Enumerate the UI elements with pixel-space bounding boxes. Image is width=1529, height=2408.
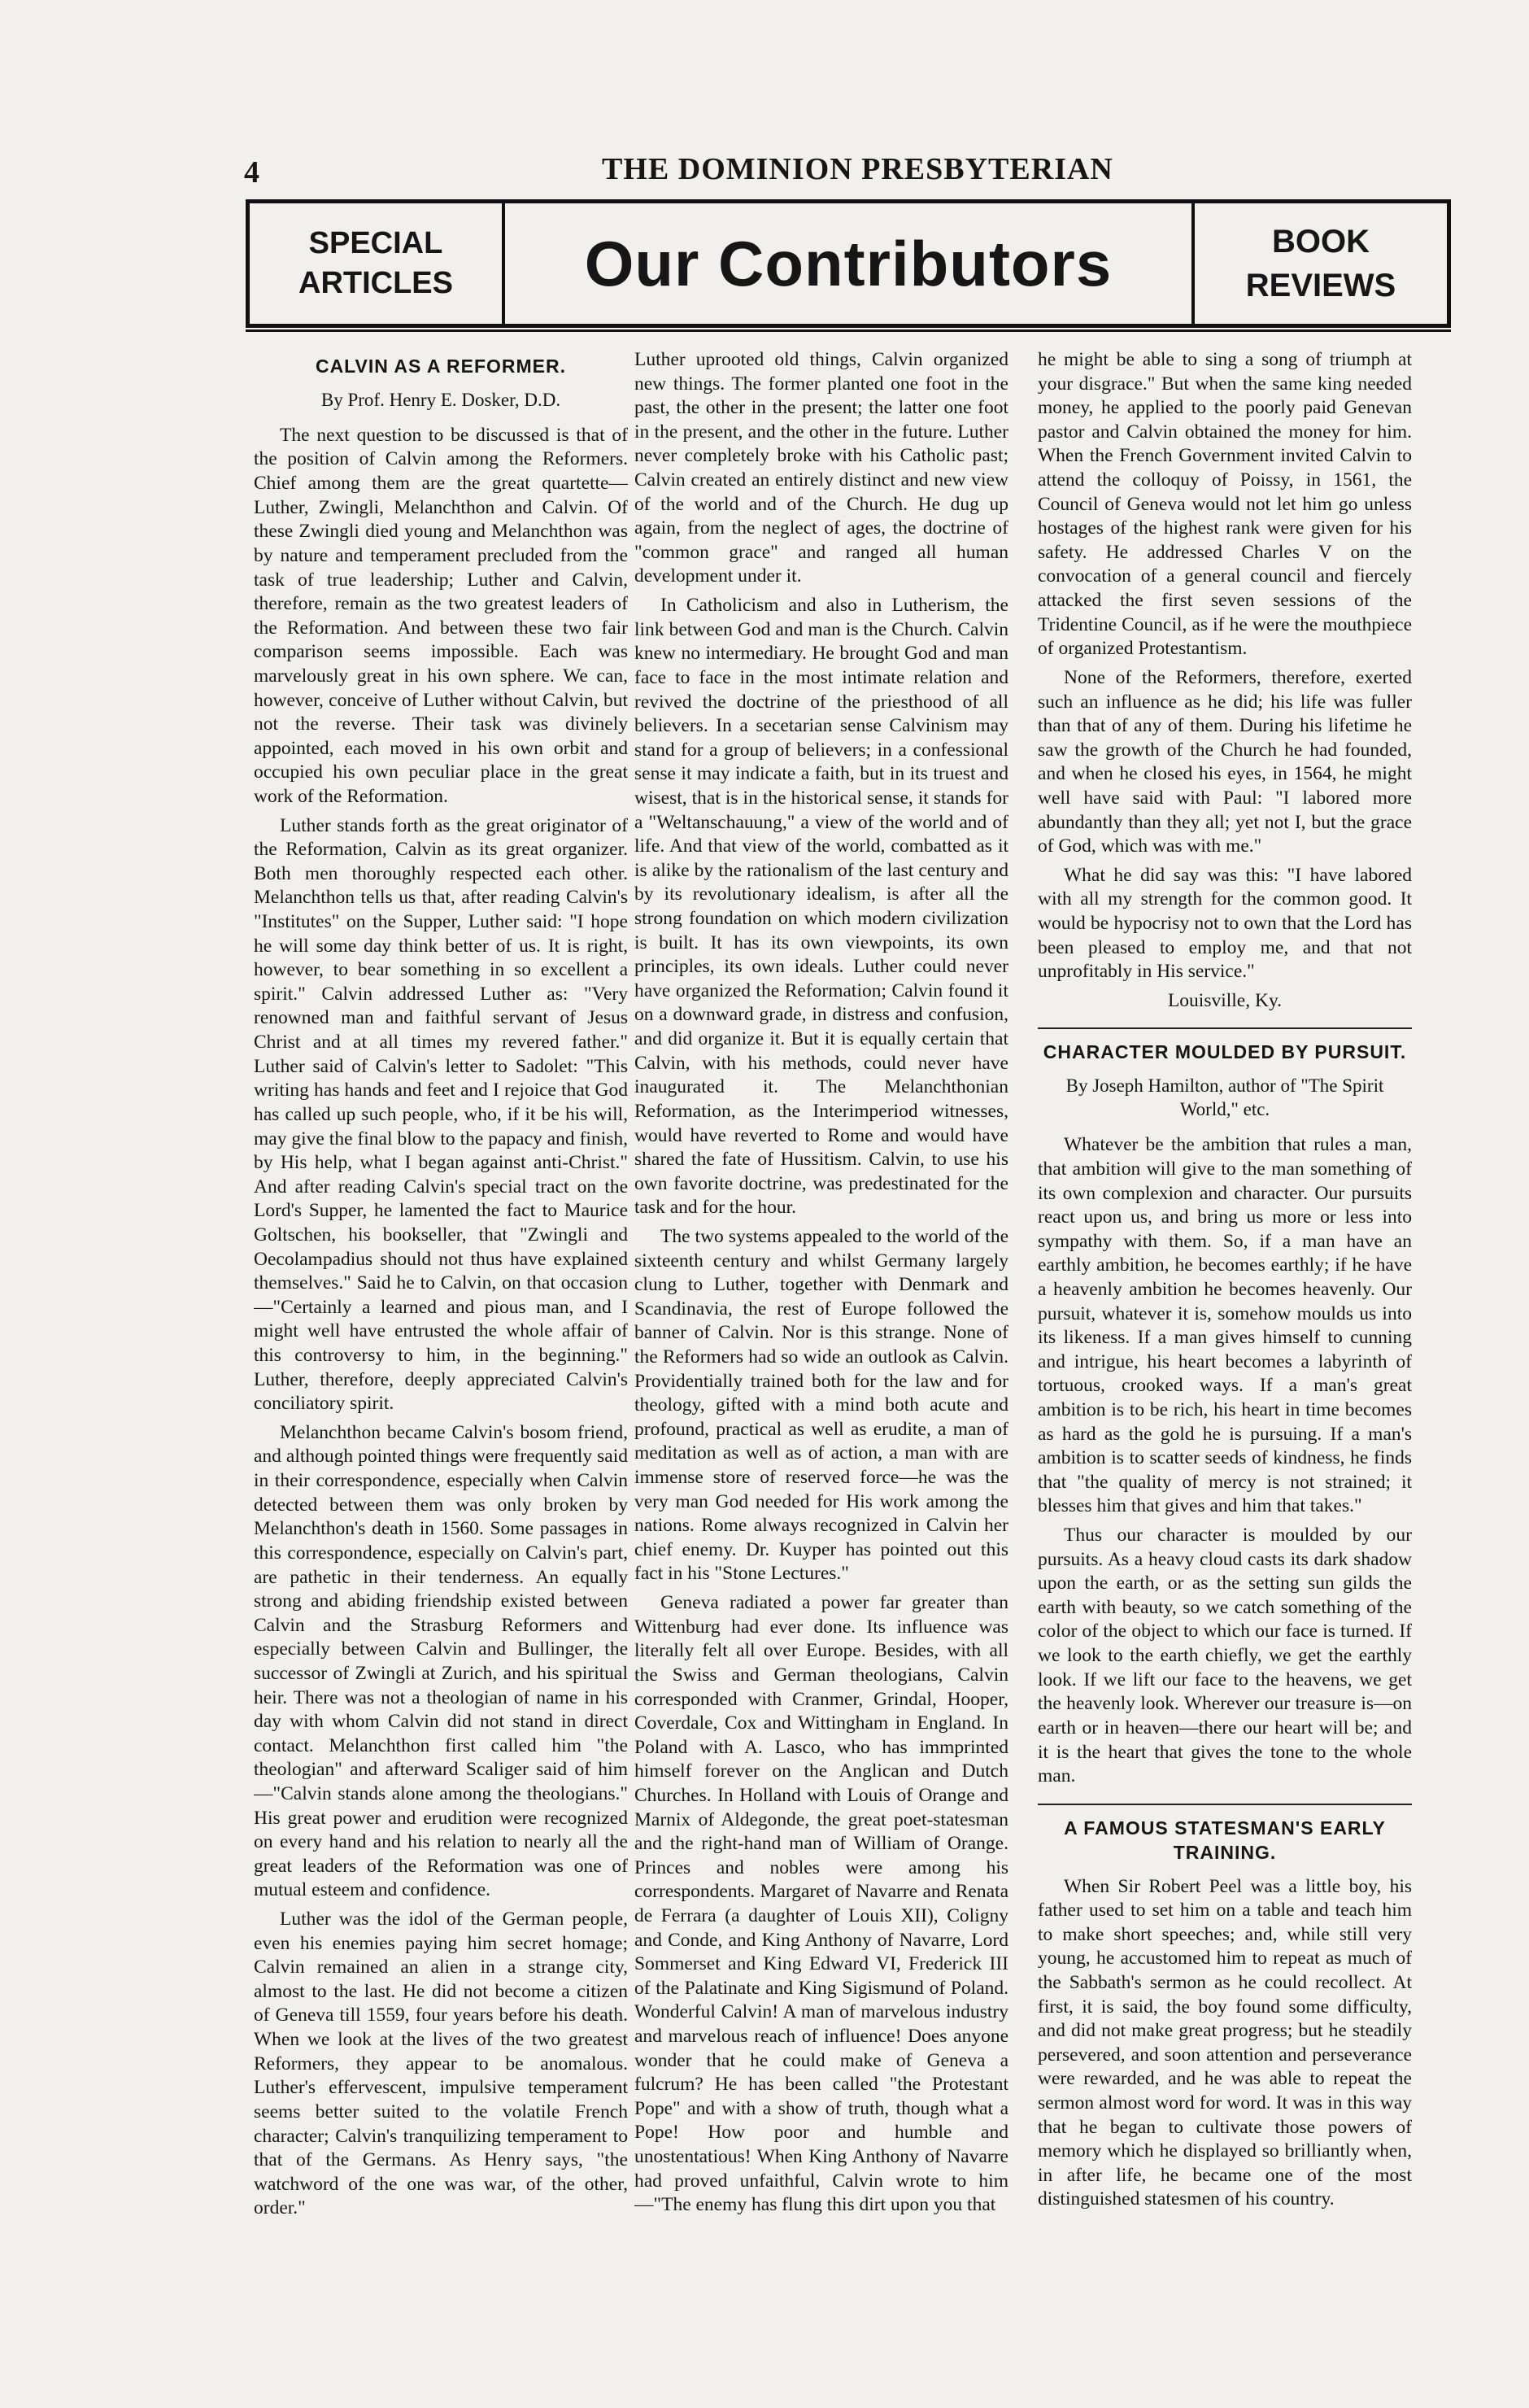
article-title: CHARACTER MOULDED BY PURSUIT. [1043,1041,1407,1063]
article-title: CALVIN AS A REFORMER. [315,356,567,377]
paragraph: Thus our character is moulded by our pursuits. As a heavy cloud casts its dark shadow upon the earth, or as the setting sun gilds the earth with beauty, so we catch something of the color of the object to which our face is turned. If we look to the earth chiefly, we get the earthly look. If we lift our face to the heavens, we get the heavenly look. Wherever our treasure is—on earth or in heaven—there our heart will be; and it is the heart that gives the tone to the whole man. [1038,1525,1412,1787]
newspaper-title: THE DOMINION PRESBYTERIAN [602,152,1113,186]
paragraph: What he did say was this: "I have labored with all my strength for the common good. It would be hypocrisy not to own that the Lord has been pleased to employ me, and that not unprofitably in His service." [1038,864,1412,983]
paragraph: Geneva radiated a power far greater than Wittenburg had ever done. Its influence was literally felt all over Europe. Besides, with all the Swiss and German theologians, Calvin corresponded with Cranmer, Grindal, Hooper, Coverdale, Cox and Wittingham in England. In Poland with A. Lasco, who has immprinted himself forever on the Anglican and Dutch Churches. In Holland with Louis of Orange and Marnix of Aldegonde, the great poet-statesman and the right-hand man of William of Orange. Princes and nobles were among his correspondents. Margaret of Navarre and Renata de Ferrara (a daughter of Louis XII), Coligny and Conde, and King Anthony of Navarre, Lord Sommerset and King Edward VI, Frederick III of the Palatinate and King Sigismund of Poland. Wonderful Calvin! A man of marvelous industry and marvelous reach of influence! Does anyone wonder that he could make of Geneva a fulcrum? He has been called "the Protestant Pope" and with a show of truth, though what a Pope! How poor and humble and unostentatious! When King Anthony of Navarre had proved unfaithful, Calvin wrote to him—"The enemy has flung this dirt upon you that [634,1592,1008,2216]
column-1 [254,348,628,2219]
article-separator [1038,1804,1412,1805]
paragraph: Melanchthon became Calvin's bosom friend, and although pointed things were frequently said in their correspondence, especially when Calvin detected between them was only broken by Melanchthon's death in 1560. Some passages in this correspondence, especially on Calvin's part, are pathetic in their tenderness. An equally strong and abiding friendship existed between Calvin and the Strasburg Reformers and especially between Calvin and Bullinger, the successor of Zwingli at Zurich, and his spiritual heir. There was not a theologian of name in his day with whom Calvin did not stand in direct contact. Melanchthon first called him "the theologian" and afterward Scaliger said of him —"Calvin stands alone among the theologians." His great power and erudition were recognized on every hand and his relation to nearly all the great leaders of the Reformation was one of mutual esteem and confidence. [254,1421,628,1901]
section-title: Our Contributors [584,227,1113,299]
paragraph: Luther stands forth as the great originator of the Reformation, Calvin as its great organizer. Both men thoroughly respected each other. Melanchthon tells us that, after reading Calvin's "Institutes" on the Supper, Luther said: "I hope he will some day think better of us. It is right, however, to bear something in so excellent a spirit." Calvin addressed Luther as: "Very renowned man and faithful servant of Jesus Christ and at all times my revered father." Luther said of Calvin's letter to Sadolet: "This writing has hands and feet and I rejoice that God has called up such people, who, if it be his will, may give the final blow to the papacy and finish, by His help, what I began against anti-Christ." And after reading Calvin's special tract on the Lord's Supper, he lamented the fact to Maurice Goltschen, his bookseller, that "Zwingli and Oecolampadius should not thus have explained themselves." Said he to Calvin, on that occasion—"Certainly a learned and pious man, and I might well have entrusted the whole affair of this controversy to him, in the beginning." Luther, therefore, deeply appreciated Calvin's conciliatory spirit. [254,814,628,1415]
special-label-line1: SPECIAL [308,225,443,260]
paragraph: Luther was the idol of the German people, even his enemies paying him secret homage; Calvin remained an alien in a strange city, almost to the last. He did not become a citizen of Geneva till 1559, four years before his death. When we look at the lives of the two greatest Reformers, they appear to be anomalous. Luther's effervescent, impulsive temperament seems better suited to the volatile French character; Calvin's tranquilizing temperament to that of the Germans. As Henry says, "the watchword of the one was war, of the other, order." [254,1909,628,2219]
section-header [246,199,1451,328]
header-rule [246,329,1451,332]
paragraph: The two systems appealed to the world of the sixteenth century and whilst Germany largely clung to Luther, together with Denmark and Scandinavia, the rest of Europe followed the banner of Calvin. Nor is this strange. None of the Reformers had so wide an outlook as Calvin. Providentially trained both for the law and for theology, gifted with a mind both acute and profound, practical as well as erudite, a man of meditation as well as of action, a man with are immense store of reserved force—he was the very man God needed for His work among the nations. Rome always recognized in Calvin her chief enemy. Dr. Kuyper has pointed out this fact in his "Stone Lectures." [634,1225,1008,1585]
book-label-line1: BOOK [1271,224,1370,260]
column-2 [634,348,1008,2219]
book-reviews-label [1191,203,1447,324]
paragraph: Whatever be the ambition that rules a man, that ambition will give to the man something of its own complexion and character. Our pursuits react upon us, and bring us more or less into sympathy with them. So, if a man have an earthly ambition, he becomes earthly; if he have a heavenly ambition he becomes heavenly. Our pursuit, whatever it is, somehow moulds us into its likeness. If a man gives himself to cunning and intrigue, his heart becomes a labyrinth of tortuous, crooked ways. If a man's great ambition is to be rich, his heart in time becomes as hard as the gold he is pursuing. If a man's ambition is to scatter seeds of kindness, he finds that "the quality of mercy is not strained; it blesses him that gives and him that takes." [1038,1134,1412,1517]
article-byline: By Prof. Henry E. Dosker, D.D. [320,389,561,410]
paragraph: Luther uprooted old things, Calvin organized new things. The former planted one foot in the past, the other in the present; the latter one foot in the present, and the other in the future. Luther never completely broke with his Catholic past; Calvin created an entirely distinct and new view of the world and of the Church. He dug up again, from the neglect of ages, the doctrine of "common grace" and ranged all human development under it. [634,349,1008,587]
paragraph: None of the Reformers, therefore, exerted such an influence as he did; his life was fuller than that of any of them. During his lifetime he saw the growth of the Church he had founded, and when he closed his eyes, in 1564, he might well have said with Paul: "I labored more abundantly than they all; yet not I, but the grace of God, which was with me." [1038,666,1412,857]
paragraph: In Catholicism and also in Lutherism, the link between God and man is the Church. Calvin knew no intermediary. He brought God and man face to face in the most intimate relation and revived the doctrine of the priesthood of all believers. In a secetarian sense Calvinism may stand for a group of believers; in a confessional sense it may indicate a faith, but in its truest and wisest, that is in the historical sense, it stands for a "Weltanschauung," a view of the world and of life. And that view of the world, combatted as it is alike by the rationalism of the last century and by its revolutionary idealism, is after all the strong foundation on which modern civilization is built. It has its own viewpoints, its own principles, its own ideals. Luther could never have organized the Reformation; Calvin found it on a downward grade, in distress and confusion, and did organize it. But it is equally certain that Calvin, with his methods, could never have inaugurated it. The Melanchthonian Reformation, as the Interimperiod witnesses, would have reverted to Rome and would have shared the fate of Hussitism. Calvin, to use his own favorite doctrine, was predestinated for the task and for the hour. [634,595,1008,1219]
book-label-line2: REVIEWS [1245,268,1396,303]
special-articles-label [250,203,505,324]
article-byline: By Joseph Hamilton, author of "The Spirit World," etc. [1065,1075,1384,1120]
article-separator [1038,1027,1412,1029]
article-title: A FAMOUS STATESMAN'S EARLY TRAINING. [1064,1817,1386,1863]
paragraph: When Sir Robert Peel was a little boy, his father used to set him on a table and teach him to make short speeches; and, while still very young, he accustomed him to repeat as much of the Sabbath's sermon as he could recollect. At first, it is said, the boy found some difficulty, and did not make great progress; but he steadily persevered, and soon attention and perseverance were rewarded, and he was able to repeat the sermon almost word for word. It was in this way that he began to cultivate those powers of memory which he displayed so brilliantly when, in after life, he became one of the most distinguished statesmen of his country. [1038,1875,1412,2210]
page-number: 4 [244,155,259,190]
special-label-line2: ARTICLES [298,266,453,300]
column-3 [1038,348,1412,2219]
paragraph: The next question to be discussed is that of the position of Calvin among the Reformers. Chief among them are the great quartette—Luther, Zwingli, Melanchthon and Calvin. Of these Zwingli died young and Melanchthon was by nature and temperament precluded from the task of true leadership; Luther and Calvin, therefore, remain as the two greatest leaders of the Reformation. And between these two fair comparison seems impossible. Each was marvelously great in his own sphere. We can, however, conceive of Luther without Calvin, but not the reverse. Their task was divinely appointed, each moved in his own orbit and occupied his own peculiar place in the great work of the Reformation. [254,424,628,807]
article-signoff: Louisville, Ky. [1167,989,1283,1011]
paragraph: he might be able to sing a song of triumph at your disgrace." But when the same king needed money, he applied to the poorly paid Genevan pastor and Calvin obtained the money for him. When the French Government invited Calvin to attend the colloquy of Poissy, in 1561, the Council of Geneva would not let him go unless hostages of the highest rank were given for his safety. He addressed Charles V on the convocation of a general council and fiercely attacked the first seven sessions of the Tridentine Council, as if he were the mouthpiece of organized Protestantism. [1038,349,1412,660]
